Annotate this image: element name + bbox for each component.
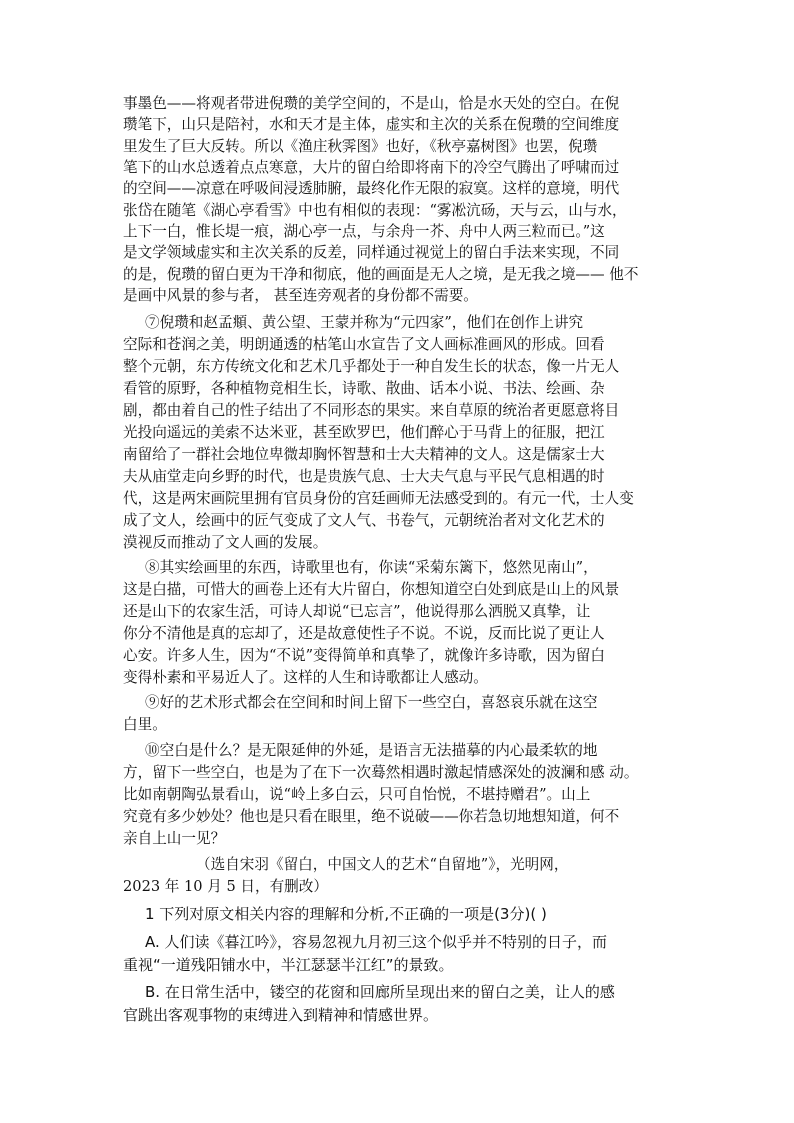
text-line: 心安。许多人生，因为“不说”变得简单和真挚了，就像许多诗歌，因为留白 [123, 647, 605, 664]
text-line: 比如南朝陶弘景看山，说“岭上多白云，只可自怡悦，不堪持赠君”。山上 [123, 786, 591, 803]
text-line: 里发生了巨大反转。所以《渔庄秋霁图》也好，《秋亭嘉树图》也罢，倪瓒 [123, 138, 598, 155]
question-stem: 1 下列对原文相关内容的理解和分析,不正确的一项是(3分)( ) [145, 905, 547, 923]
text-line: 代，这是两宋画院里拥有官员身份的宫廷画师无法感受到的。有元一代，士人变 [123, 490, 634, 507]
text-line: 空际和苍润之美，明朗通透的枯笔山水宣告了文人画标准画风的形成。回看 [123, 336, 605, 353]
text-line: 变得朴素和平易近人了。这样的人生和诗歌都让人感动。 [123, 669, 488, 686]
text-line: 是文学领域虚实和主次关系的反差，同样通过视觉上的留白手法来实现，不同 [123, 244, 620, 261]
text-line: 究竟有多少妙处？他也是只看在眼里，绝不说破——你若急切地想知道，何不 [123, 808, 620, 825]
text-line: 整个元朝，东方传统文化和艺术几乎都处于一种自发生长的状态，像一片无人 [123, 358, 620, 375]
text-line: 白里。 [123, 716, 167, 733]
text-line: 南留给了一群社会地位卑微却胸怀智慧和士大夫精神的文人。这是儒家士大 [123, 446, 605, 463]
text-line: 方，留下一些空白，也是为了在下一次蓦然相遇时激起情感深处的波澜和感 动。 [123, 764, 639, 781]
text-line: 事墨色——将观者带进倪瓒的美学空间的，不是山，恰是水天处的空白。在倪 [123, 95, 620, 112]
text-line: 夫从庙堂走向乡野的时代，也是贵族气息、士大夫气息与平民气息相遇的时 [123, 468, 605, 485]
text-line: B. 在日常生活中，镂空的花窗和回廊所呈现出来的留白之美，让人的感 [145, 983, 615, 1001]
text-line: ⑨好的艺术形式都会在空间和时间上留下一些空白，喜怒哀乐就在这空 [145, 694, 598, 711]
text-line: ⑦倪瓒和赵孟頫、黄公望、王蒙并称为“元四家”，他们在创作上讲究 [145, 314, 584, 331]
text-line: 你分不清他是真的忘却了，还是故意使性子不说。不说，反而比说了更让人 [123, 625, 605, 642]
text-line: 的空间——凉意在呼吸间浸透肺腑，最终化作无限的寂寞。这样的意境，明代 [123, 180, 620, 197]
text-line: 漠视反而推动了文人画的发展。 [123, 534, 328, 551]
text-line: A. 人们读《暮江吟》，容易忽视九月初三这个似乎并不特别的日子，而 [145, 933, 608, 951]
text-line: 笔下的山水总透着点点寒意，大片的留白给即将南下的冷空气腾出了呼啸而过 [123, 159, 620, 176]
text-line: 这是白描，可惜大的画卷上还有大片留白，你想知道空白处到底是山上的风景 [123, 581, 620, 598]
text-line: 亲自上山一见？ [123, 830, 226, 847]
text-line: 重视“一道残阳铺水中，半江瑟瑟半江红”的景致。 [123, 956, 454, 974]
text-line: ⑩空白是什么？是无限延伸的外延，是语言无法描摹的内心最柔软的地 [145, 742, 598, 759]
text-line: 上下一白，惟长堤一痕，湖心亭一点，与余舟一芥、舟中人两三粒而已。”这 [123, 223, 605, 240]
text-line: 是画中风景的参与者， 甚至连旁观者的身份都不需要。 [123, 287, 478, 304]
text-line: 看管的原野，各种植物竞相生长，诗歌、散曲、话本小说、书法、绘画、杂 [123, 380, 605, 397]
text-line: 光投向遥远的美索不达米亚，甚至欧罗巴，他们醉心于马背上的征服，把江 [123, 424, 605, 441]
text-line: 成了文人，绘画中的匠气变成了文人气、书卷气，元朝统治者对文化艺术的 [123, 512, 605, 529]
text-line: 2023 年 10 月 5 日，有删改） [123, 878, 328, 895]
text-line: 还是山下的农家生活，可诗人却说“已忘言”，他说得那么洒脱又真挚，让 [123, 603, 591, 620]
text-line: 官跳出客观事物的束缚进入到精神和情感世界。 [123, 1006, 439, 1024]
text-line: （选自宋羽《留白，中国文人的艺术“自留地”》，光明网， [196, 856, 569, 873]
text-line: 的是，倪瓒的留白更为干净和彻底，他的画面是无人之境，是无我之境—— 他不 [123, 266, 639, 283]
text-line: 张岱在随笔《湖心亭看雪》中也有相似的表现：“雾凇沆砀，天与云，山与水， [123, 202, 627, 219]
text-line: ⑧其实绘画里的东西，诗歌里也有，你读“采菊东篱下，悠然见南山”， [145, 559, 598, 576]
text-line: 剧，都由着自己的性子结出了不同形态的果实。来自草原的统治者更愿意将目 [123, 402, 620, 419]
text-line: 瓒笔下，山只是陪衬，水和天才是主体，虚实和主次的关系在倪瓒的空间维度 [123, 116, 620, 133]
